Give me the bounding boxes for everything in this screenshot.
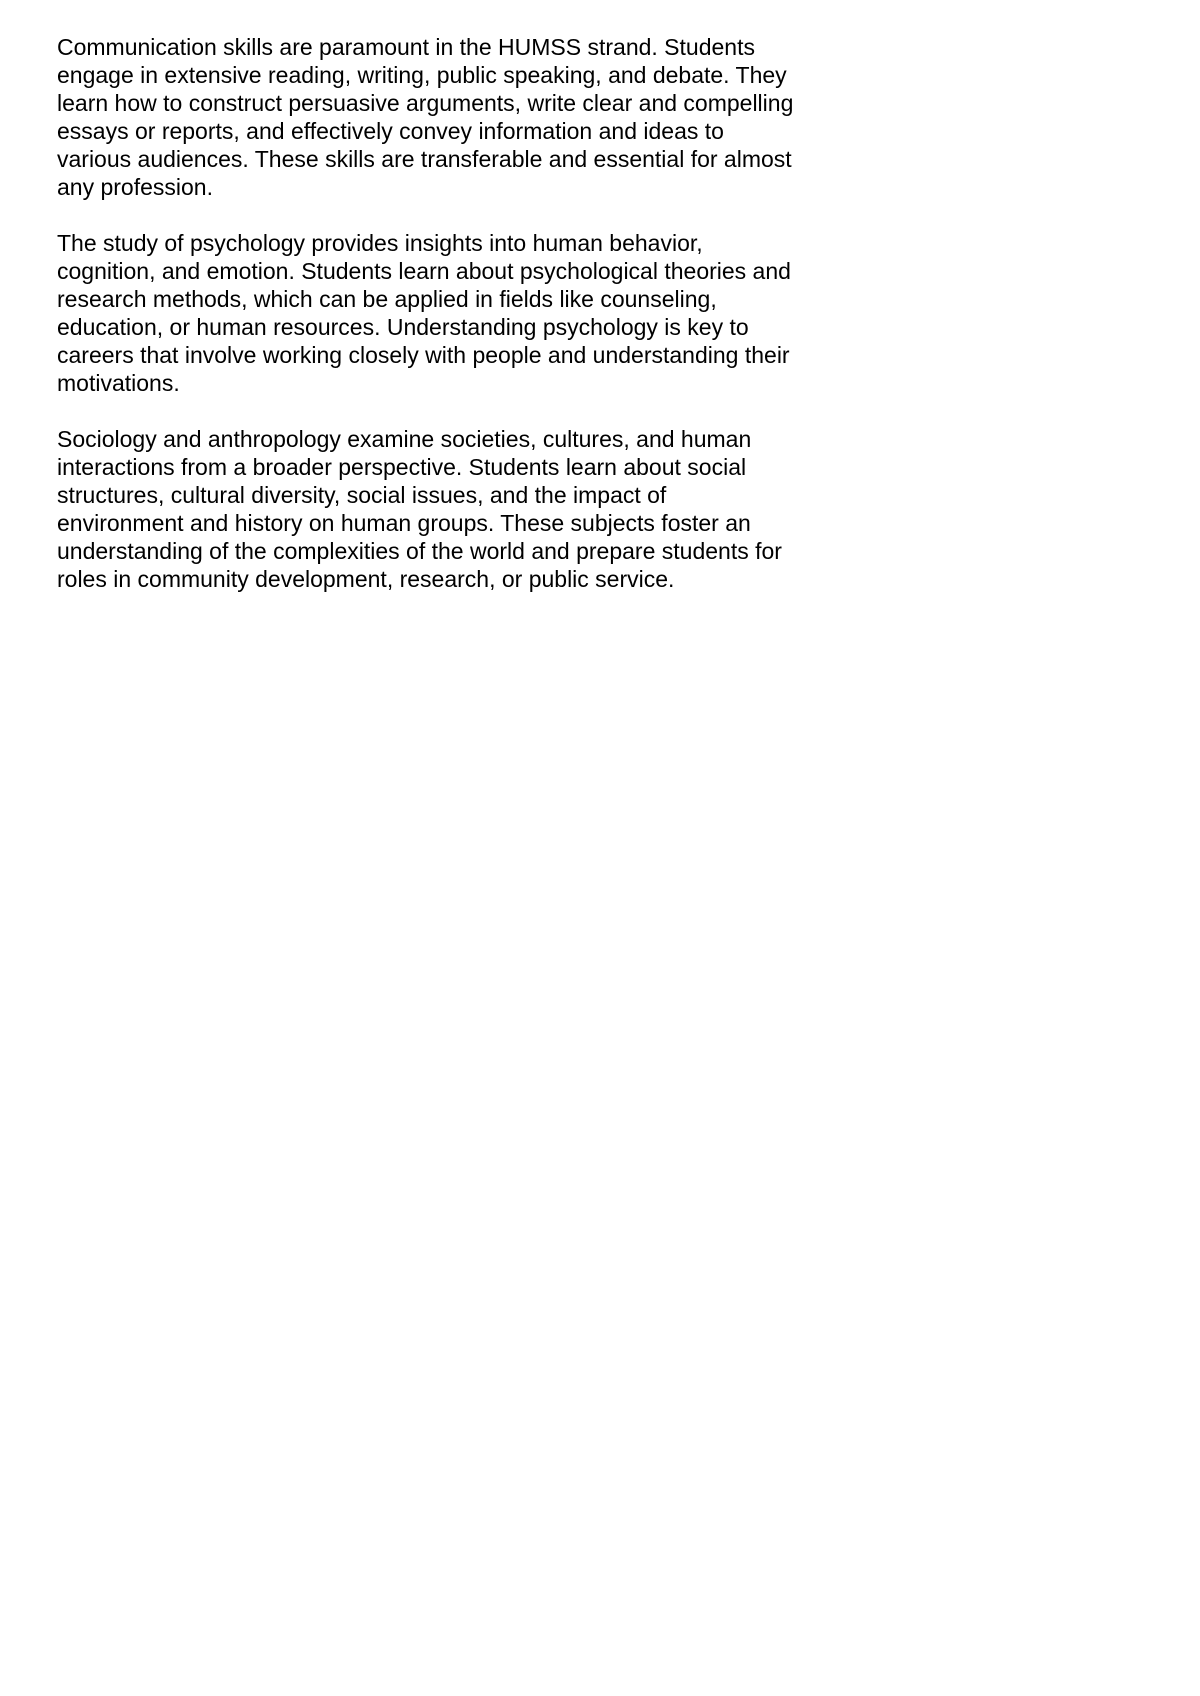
paragraph-line: any profession. [57, 174, 213, 200]
document-body [57, 33, 857, 621]
paragraph-line: The study of psychology provides insights into human behavior, [57, 230, 703, 256]
paragraph-psychology [57, 229, 857, 397]
paragraph-line: Communication skills are paramount in the HUMSS strand. Students [57, 34, 755, 60]
paragraph-line: Sociology and anthropology examine societies, cultures, and human [57, 426, 752, 452]
paragraph-line: education, or human resources. Understanding psychology is key to [57, 314, 749, 340]
paragraph-line: understanding of the complexities of the world and prepare students for [57, 538, 782, 564]
paragraph-line: motivations. [57, 370, 180, 396]
paragraph-line: careers that involve working closely with people and understanding their [57, 342, 790, 368]
paragraph-line: learn how to construct persuasive arguments, write clear and compelling [57, 90, 794, 116]
paragraph-line: cognition, and emotion. Students learn about psychological theories and [57, 258, 791, 284]
paragraph-line: environment and history on human groups. These subjects foster an [57, 510, 751, 536]
paragraph-line: roles in community development, research, or public service. [57, 566, 675, 592]
paragraph-line: research methods, which can be applied in fields like counseling, [57, 286, 717, 312]
paragraph-line: interactions from a broader perspective. Students learn about social [57, 454, 747, 480]
paragraph-sociology-anthropology [57, 425, 857, 593]
paragraph-communication-skills [57, 33, 857, 201]
paragraph-line: essays or reports, and effectively convey information and ideas to [57, 118, 724, 144]
paragraph-line: various audiences. These skills are transferable and essential for almost [57, 146, 792, 172]
paragraph-line: structures, cultural diversity, social issues, and the impact of [57, 482, 667, 508]
paragraph-line: engage in extensive reading, writing, public speaking, and debate. They [57, 62, 787, 88]
